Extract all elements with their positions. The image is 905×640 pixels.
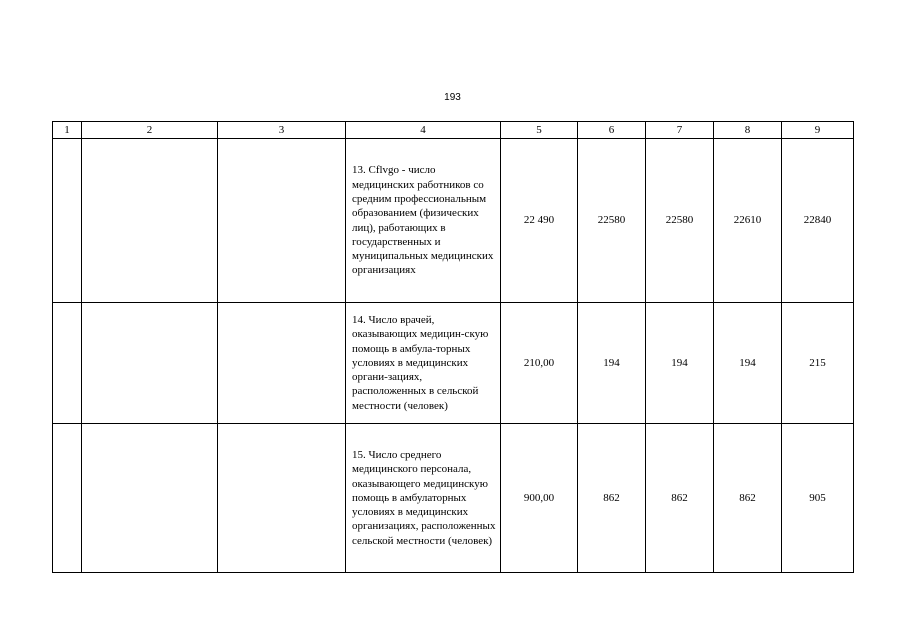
table-cell bbox=[218, 303, 346, 424]
table-cell bbox=[218, 139, 346, 303]
table-row bbox=[53, 303, 854, 424]
value-cell: 22580 bbox=[578, 139, 646, 303]
value-cell: 900,00 bbox=[501, 424, 578, 573]
table-cell bbox=[53, 303, 82, 424]
value-cell: 862 bbox=[646, 424, 714, 573]
value-cell: 215 bbox=[782, 303, 854, 424]
column-header: 7 bbox=[646, 122, 714, 139]
indicator-description: 15. Число среднего медицинского персонала, оказывающего медицинскую помощь в амбулаторных условиях в медицинских организациях, расположенных сельской местности (человек) bbox=[346, 424, 501, 573]
table-row bbox=[53, 424, 854, 573]
column-header: 8 bbox=[714, 122, 782, 139]
column-header: 5 bbox=[501, 122, 578, 139]
value-cell: 194 bbox=[578, 303, 646, 424]
column-header: 3 bbox=[218, 122, 346, 139]
column-header: 9 bbox=[782, 122, 854, 139]
value-cell: 210,00 bbox=[501, 303, 578, 424]
column-header: 6 bbox=[578, 122, 646, 139]
column-header: 4 bbox=[346, 122, 501, 139]
value-cell: 22 490 bbox=[501, 139, 578, 303]
table-cell bbox=[218, 424, 346, 573]
indicator-description: 13. Cflvgo - число медицинских работников со средним профессиональным образованием (физических лиц), работающих в государственных и муниципальных медицинских организациях bbox=[346, 139, 501, 303]
data-table bbox=[52, 121, 854, 573]
indicator-description: 14. Число врачей, оказывающих медицин-скую помощь в амбула-торных условиях в медицинских органи-зациях, расположенных в сельской местности (человек) bbox=[346, 303, 501, 424]
table-cell bbox=[53, 424, 82, 573]
table-cell bbox=[82, 424, 218, 573]
value-cell: 862 bbox=[714, 424, 782, 573]
page-number: 193 bbox=[444, 92, 461, 103]
value-cell: 905 bbox=[782, 424, 854, 573]
table-cell bbox=[82, 139, 218, 303]
table-cell bbox=[53, 139, 82, 303]
value-cell: 194 bbox=[714, 303, 782, 424]
value-cell: 862 bbox=[578, 424, 646, 573]
value-cell: 22840 bbox=[782, 139, 854, 303]
table-header-row bbox=[53, 122, 854, 139]
value-cell: 194 bbox=[646, 303, 714, 424]
value-cell: 22610 bbox=[714, 139, 782, 303]
column-header: 2 bbox=[82, 122, 218, 139]
column-header: 1 bbox=[53, 122, 82, 139]
table-row bbox=[53, 139, 854, 303]
value-cell: 22580 bbox=[646, 139, 714, 303]
table-cell bbox=[82, 303, 218, 424]
